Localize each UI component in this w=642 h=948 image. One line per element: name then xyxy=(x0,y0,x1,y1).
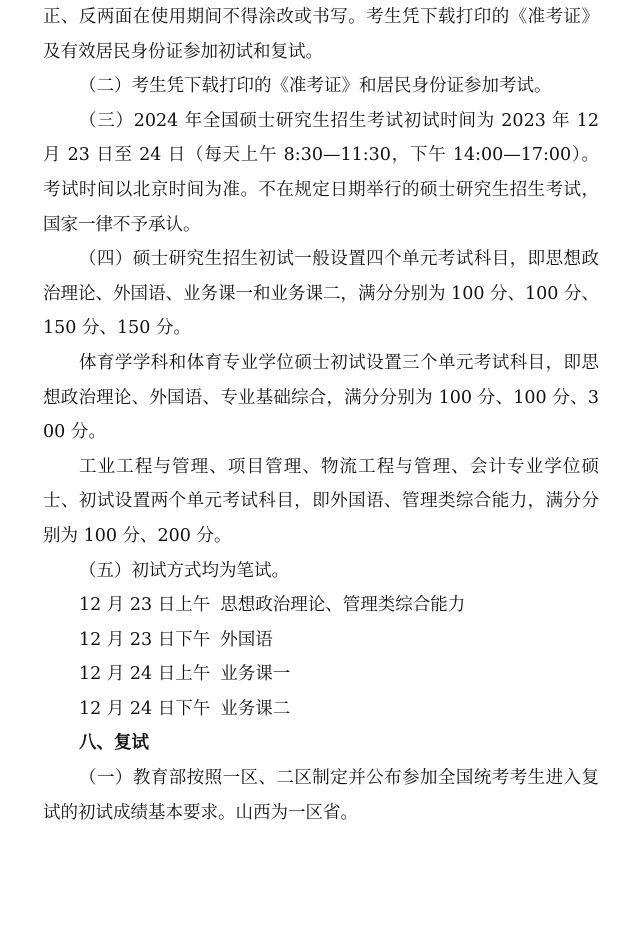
paragraph-sports-subjects: 体育学学科和体育专业学位硕士初试设置三个单元考试科目，即思想政治理论、外国语、专业基础综合，满分分别为 100 分、100 分、300 分。 xyxy=(43,352,599,443)
schedule-row xyxy=(43,657,599,692)
schedule-subject: 业务课一 xyxy=(220,664,291,685)
schedule-time: 12 月 23 日下午 xyxy=(79,629,211,650)
schedule-row xyxy=(43,692,599,727)
schedule-row xyxy=(43,588,599,623)
schedule-time: 12 月 24 日上午 xyxy=(79,664,211,685)
schedule-row xyxy=(43,623,599,658)
paragraph-management-subjects: 工业工程与管理、项目管理、物流工程与管理、会计专业学位硕士、初试设置两个单元考试科目，即外国语、管理类综合能力，满分分别为 100 分、200 分。 xyxy=(43,456,599,546)
schedule-subject: 外国语 xyxy=(220,629,273,650)
paragraph-retest-requirements: （一）教育部按照一区、二区制定并公布参加全国统考考生进入复试的初试成绩基本要求。山西为一区省。 xyxy=(43,768,599,823)
document-page xyxy=(43,0,599,830)
schedule-subject: 业务课二 xyxy=(220,698,291,719)
schedule-time: 12 月 24 日下午 xyxy=(79,698,211,719)
schedule-subject: 思想政治理论、管理类综合能力 xyxy=(220,595,466,616)
paragraph-exam-subjects: （四）硕士研究生招生初试一般设置四个单元考试科目，即思想政治理论、外国语、业务课一和业务课二，满分分别为 100 分、100 分、150 分、150 分。 xyxy=(43,249,599,339)
schedule-time: 12 月 23 日上午 xyxy=(79,595,211,616)
paragraph-exam-method: （五）初试方式均为笔试。 xyxy=(79,560,289,581)
paragraph-exam-time: （三）2024 年全国硕士研究生招生考试初试时间为 2023 年 12 月 23 日至 24 日（每天上午 8:30—11:30，下午 14:00—17:00）。考试时间以北京时间为准。不在规定日期举行的硕士研究生招生考试，国家一律不予承认。 xyxy=(43,110,599,235)
paragraph-admission-ticket: （二）考生凭下载打印的《准考证》和居民身份证参加考试。 xyxy=(79,76,552,97)
section-heading-retest: 八、复试 xyxy=(79,733,149,754)
paragraph-continuation: 正、反两面在使用期间不得涂改或书写。考生凭下载打印的《准考证》及有效居民身份证参加初试和复试。 xyxy=(43,7,599,62)
